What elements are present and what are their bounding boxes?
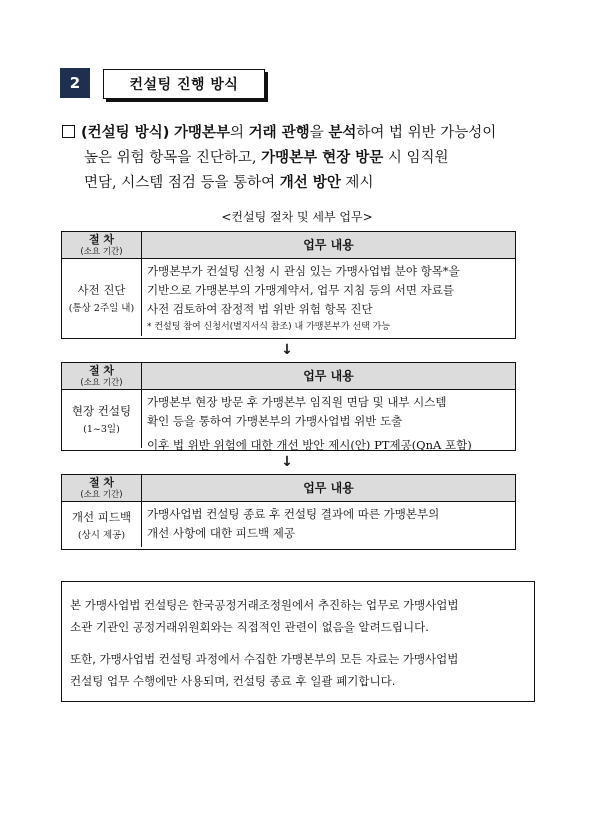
procedure-table-step-1 (61, 231, 516, 339)
header-procedure-cell: 절 차 (소요 기간) (62, 475, 142, 501)
checkbox-square-icon (62, 125, 75, 138)
step-name-cell: 현장 컨설팅 (1~3일) (62, 390, 142, 448)
step-name-cell: 사전 진단 (통상 2주일 내) (62, 259, 142, 336)
intro-paragraph (62, 121, 532, 196)
table-row (62, 502, 515, 547)
intro-label: (컨설팅 방식) (81, 125, 170, 141)
section-number-badge: 2 (60, 68, 90, 98)
step-task-cell: 가맹본부가 컨설팅 신청 시 관심 있는 가맹사업법 분야 항목*을 기반으로 가맹본부의 가맹계약서, 업무 지침 등의 서면 자료를 사전 검토하여 잠정적 법 위반 위험 항목 진단 * 컨설팅 참여 신청서(별지서식 참조) 내 가맹본부가 선택 가능 (142, 259, 515, 336)
notice-paragraph-2: 또한, 가맹사업법 컨설팅 과정에서 수집한 가맹본부의 모든 자료는 가맹사업법 컨설팅 업무 수행에만 사용되며, 컨설팅 종료 후 일괄 폐기합니다. (70, 652, 459, 688)
intro-line-1: (컨설팅 방식) 가맹본부의 거래 관행을 분석하여 법 위반 가능성이 (62, 121, 532, 146)
procedure-caption: <컨설팅 절차 및 세부 업무> (221, 210, 373, 224)
table-row (62, 390, 515, 452)
header-task-cell: 업무 내용 (303, 369, 354, 383)
down-arrow-icon: ↓ (281, 454, 293, 470)
section-title: 컨설팅 진행 방식 (103, 69, 265, 99)
step-name-cell: 개선 피드백 (상시 제공) (62, 502, 142, 547)
intro-line-2: 높은 위험 항목을 진단하고, 가맹본부 현장 방문 시 임직원 (84, 150, 449, 166)
step-note: * 컨설팅 참여 신청서(별지서식 참조) 내 가맹본부가 선택 가능 (147, 322, 391, 332)
notice-box (61, 581, 535, 702)
table-header (62, 363, 515, 390)
header-procedure-cell: 절 차 (소요 기간) (62, 363, 142, 389)
header-procedure-cell: 절 차 (소요 기간) (62, 232, 142, 258)
notice-paragraph-1: 본 가맹사업법 컨설팅은 한국공정거래조정원에서 추진하는 업무로 가맹사업법 소관 기관인 공정거래위원회와는 직접적인 관련이 없음을 알려드립니다. (70, 598, 459, 634)
procedure-table-step-2 (61, 362, 516, 451)
table-header (62, 475, 515, 502)
header-task-cell: 업무 내용 (303, 481, 354, 495)
down-arrow-icon: ↓ (281, 342, 293, 358)
step-task-cell: 가맹사업법 컨설팅 종료 후 컨설팅 결과에 따른 가맹본부의 개선 사항에 대한 피드백 제공 (147, 507, 440, 540)
procedure-table-step-3 (61, 474, 516, 550)
table-header (62, 232, 515, 259)
intro-line-3: 면담, 시스템 점검 등을 통하여 개선 방안 제시 (84, 175, 374, 191)
header-task-cell: 업무 내용 (303, 238, 354, 252)
table-row (62, 259, 515, 336)
step-task-cell: 가맹본부 현장 방문 후 가맹본부 임직원 면담 및 내부 시스템 확인 등을 통하여 가맹본부의 가맹사업법 위반 도출 이후 법 위반 위험에 대한 개선 방안 제시(안) PT제공(QnA 포함) (147, 395, 472, 452)
